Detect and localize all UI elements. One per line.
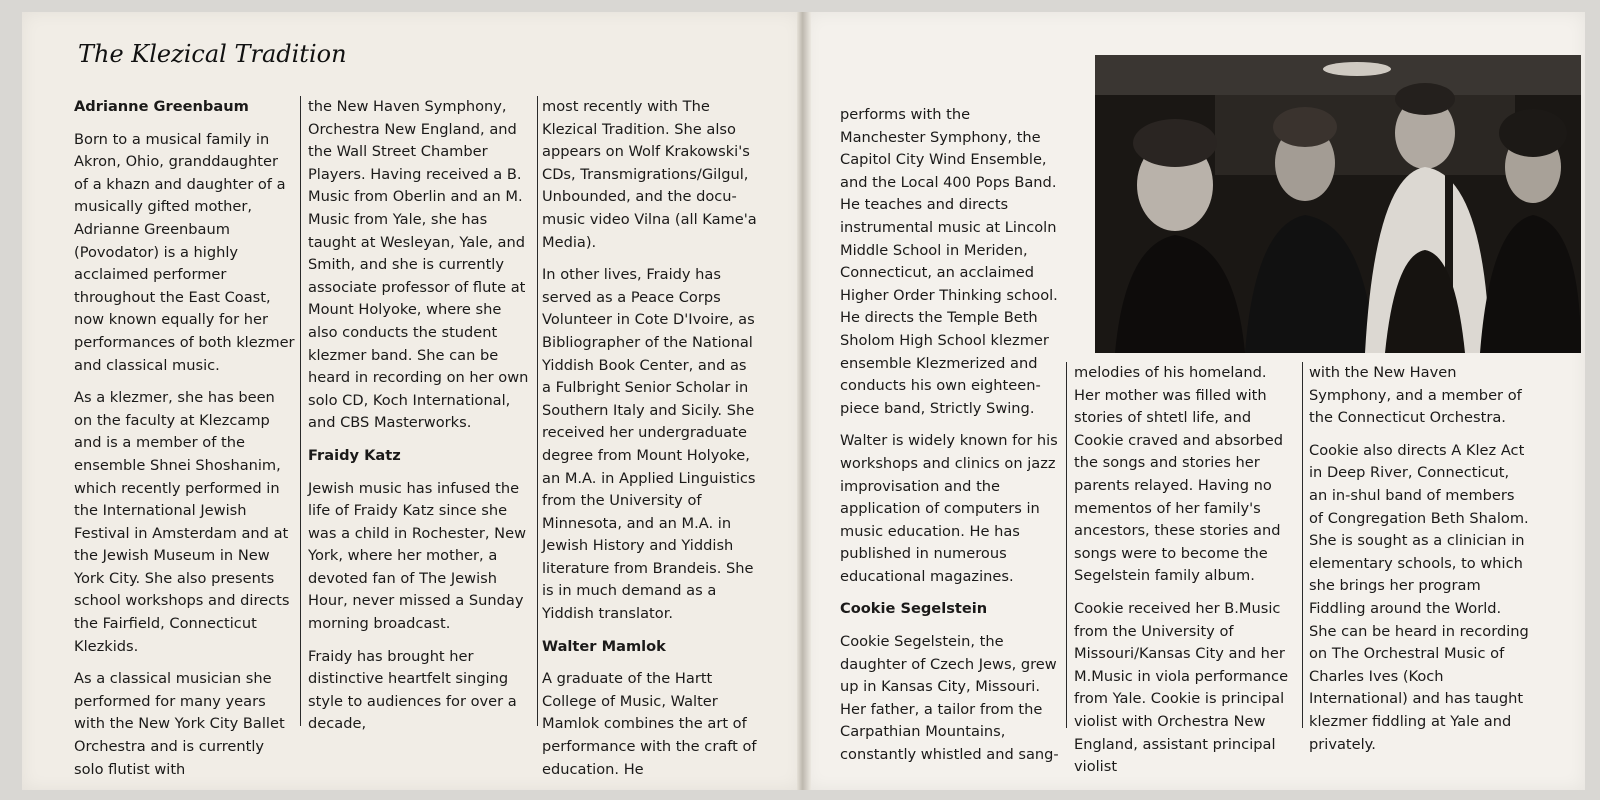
paragraph: As a klezmer, she has been on the faculty at Klezcamp and is a member of the ensemble Shnei Shoshanim, which recently performed in the International Jewish Festival in Amsterdam and at the Jewish Museum in New York City. She also presents school workshops and directs the Fairfield, Connecticut Klezkids. <box>74 389 290 655</box>
paragraph: Cookie received her B.Music from the University of Missouri/Kansas City and her M.Music in viola performance from Yale. Cookie is principal violist with Orchestra New England, assistant principal violist <box>1074 599 1289 776</box>
paragraph: Born to a musical family in Akron, Ohio, granddaughter of a khazn and daughter of a musically gifted mother, Adrianne Greenbaum (Povodator) is a highly acclaimed performer throughout the East Coast, now known equally for her performances of both klezmer and classical music. <box>74 130 295 374</box>
paragraph: Cookie also directs A Klez Act in Deep River, Connecticut, an in-shul band of members of Congregation Beth Shalom. She is sought as a clinician in elementary schools, to which she brings her program Fiddling around the World. She can be heard in recording on The Orchestral Music of Charles Ives (Koch International) and has taught klezmer fiddling at Yale and privately. <box>1309 441 1529 753</box>
bio-heading-walter: Walter Mamlok <box>542 637 666 655</box>
paragraph: A graduate of the Hartt College of Music, Walter Mamlok combines the art of performance with the craft of education. He <box>542 670 757 778</box>
paragraph: As a classical musician she performed for many years with the New York City Ballet Orchestra and is currently solo flutist with <box>74 670 285 778</box>
left-column-3 <box>542 96 760 791</box>
paragraph: with the New Haven Symphony, and a member of the Connecticut Orchestra. <box>1309 364 1522 427</box>
paragraph: Cookie Segelstein, the daughter of Czech Jews, grew up in Kansas City, Missouri. Her father, a tailor from the Carpathian Mountains, constantly whistled and sang- <box>840 633 1059 764</box>
column-rule <box>537 96 538 726</box>
book-gutter <box>797 12 811 790</box>
left-column-2 <box>308 96 532 746</box>
group-photo <box>1095 55 1581 353</box>
column-rule <box>300 96 301 726</box>
paragraph: most recently with The Klezical Tradition. She also appears on Wolf Krakowski's CDs, Transmigrations/Gilgul, Unbounded, and the docu-music video Vilna (all Kame'a Media). <box>542 98 757 251</box>
paragraph: performs with the Manchester Symphony, the Capitol City Wind Ensemble, and the Local 400 Pops Band. He teaches and directs instrumental music at Lincoln Middle School in Meriden, Connecticut, an acclaimed Higher Order Thinking school. He directs the Temple Beth Sholom High School klezmer ensemble Klezmerized and conducts his own eighteen-piece band, Strictly Swing. <box>840 106 1058 417</box>
paragraph: Walter is widely known for his workshops and clinics on jazz improvisation and the application of computers in music education. He has published in numerous educational magazines. <box>840 432 1058 585</box>
paragraph: In other lives, Fraidy has served as a Peace Corps Volunteer in Cote D'Ivoire, as Bibliographer of the National Yiddish Book Center, and as a Fulbright Senior Scholar in Southern Italy and Sicily. She received her undergraduate degree from Mount Holyoke, an M.A. in Applied Linguistics from the University of Minnesota, and an M.A. in Jewish History and Yiddish literature from Brandeis. She is in much demand as a Yiddish translator. <box>542 266 756 623</box>
bio-heading-adrianne: Adrianne Greenbaum <box>74 98 249 115</box>
paragraph: melodies of his homeland. Her mother was filled with stories of shtetl life, and Cookie craved and absorbed the songs and stories her parents relayed. Having no mementos of her family's ancestors, these stories and songs were to become the Segelstein family album. <box>1074 364 1283 585</box>
right-column-3 <box>1309 362 1531 766</box>
paragraph: the New Haven Symphony, Orchestra New England, and the Wall Street Chamber Players. Having received a B. Music from Oberlin and an M. Music from Yale, she has taught at Wesleyan, Yale, and Smith, and she is currently associate professor of flute at Mount Holyoke, where she also conducts the student klezmer band. She can be heard in recording on her own solo CD, Koch International, and CBS Masterworks. <box>308 98 529 432</box>
right-column-1 <box>840 104 1060 777</box>
right-column-2 <box>1074 362 1296 789</box>
paragraph: Jewish music has infused the life of Fraidy Katz since she was a child in Rochester, New York, where her mother, a devoted fan of The Jewish Hour, never missed a Sunday morning broadcast. <box>308 479 527 633</box>
bio-heading-fraidy: Fraidy Katz <box>308 446 401 464</box>
bio-heading-cookie: Cookie Segelstein <box>840 600 988 618</box>
page-title: The Klezical Tradition <box>78 40 347 68</box>
paragraph: Fraidy has brought her distinctive heartfelt singing style to audiences for over a decade, <box>308 647 517 733</box>
left-column-1 <box>74 96 296 791</box>
column-rule <box>1066 362 1067 728</box>
column-rule <box>1302 362 1303 728</box>
